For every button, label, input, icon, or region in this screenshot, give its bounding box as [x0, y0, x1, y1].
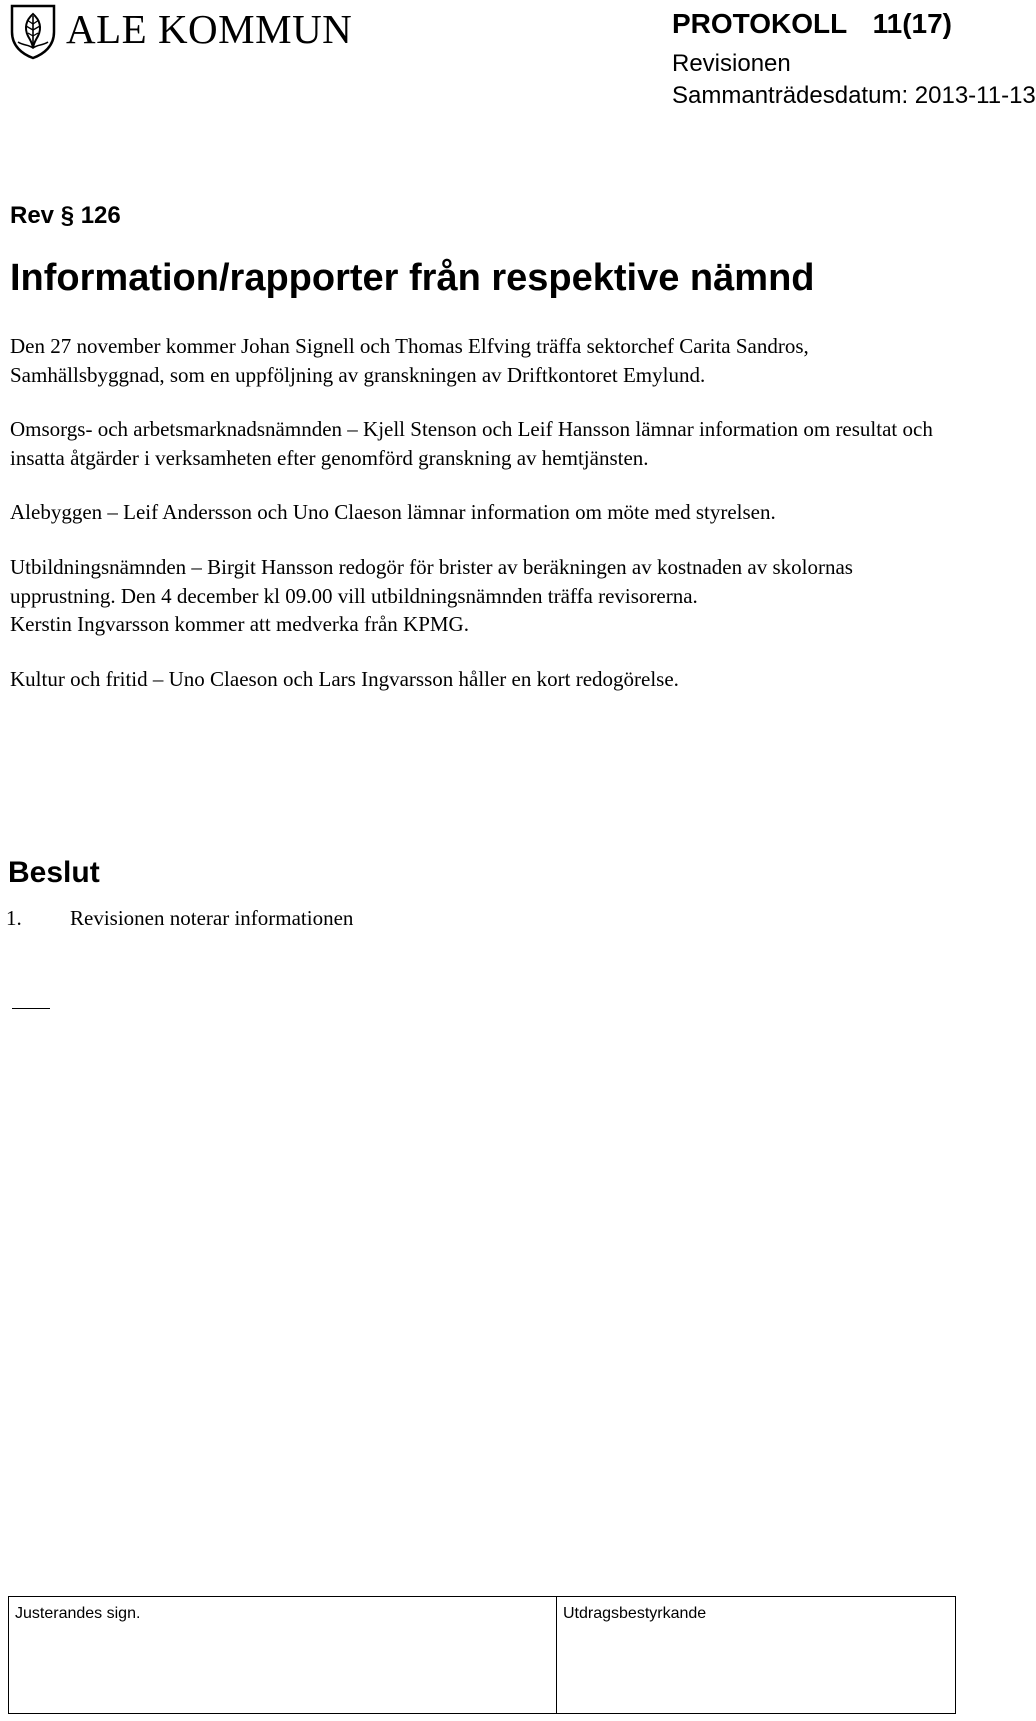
list-item-text: Revisionen noterar informationen: [70, 906, 354, 930]
body-paragraph: Utbildningsnämnden – Birgit Hansson redogör för brister av beräkningen av kostnaden av skolornas upprustning. Den 4 december kl 09.00 vill utbildningsnämnden träffa revisorerna.: [10, 554, 853, 608]
body-paragraph: Omsorgs- och arbetsmarknadsnämnden – Kjell Stenson och Leif Hansson lämnar information om resultat och insatta åtgärder i verksamheten efter genomförd granskning av hemtjänsten.: [10, 417, 933, 470]
meeting-date: Sammanträdesdatum: 2013-11-13: [672, 82, 1036, 109]
paragraph-id: Rev § 126: [10, 202, 121, 229]
body-paragraph: Kerstin Ingvarsson kommer att medverka från KPMG.: [10, 612, 469, 637]
page-number: 11(17): [872, 8, 952, 39]
signature-label: Justerandes sign.: [15, 1605, 141, 1622]
decision-list: [6, 904, 353, 932]
list-item: [6, 904, 353, 932]
committee-name: Revisionen: [672, 50, 791, 77]
ale-kommun-crest-icon: [8, 2, 58, 60]
divider: [12, 1008, 50, 1009]
list-item-number: 1.: [6, 906, 22, 930]
body-paragraph: Den 27 november kommer Johan Signell och Thomas Elfving träffa sektorchef Carita Sandros, Samhällsbyggnad, som en uppföljning av granskningen av Driftkontoret Emylund.: [10, 334, 809, 387]
minutes-body: [10, 332, 940, 719]
body-paragraph: Alebyggen – Leif Andersson och Uno Claeson lämnar information om möte med styrelsen.: [10, 500, 776, 525]
extract-label: Utdragsbestyrkande: [563, 1605, 707, 1622]
signature-cell: [8, 1596, 556, 1714]
document-type: PROTOKOLL: [672, 8, 848, 39]
signature-footer: [8, 1596, 956, 1716]
organization-name: ALE KOMMUN: [66, 6, 353, 52]
body-paragraph: Kultur och fritid – Uno Claeson och Lars Ingvarsson håller en kort redogörelse.: [10, 666, 679, 691]
extract-cell: [556, 1596, 956, 1714]
page-title: Information/rapporter från respektive nämnd: [10, 257, 815, 299]
decision-heading: Beslut: [8, 856, 100, 889]
